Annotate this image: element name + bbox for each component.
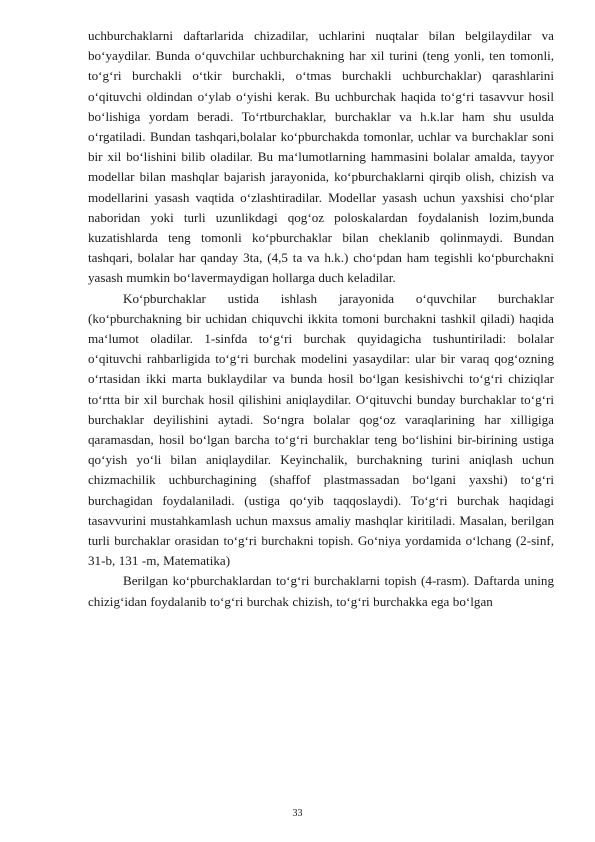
document-page bbox=[88, 26, 554, 612]
paragraph-2: Koʻpburchaklar ustida ishlash jarayonida oʻquvchilar burchaklar (koʻpburchakning bir uchidan chiquvchi ikkita tomoni burchakni tashkil qiladi) haqida maʻlumot oladilar. 1-sinfda toʻgʻri burchak quyidagicha tushuntiriladi: bolalar oʻqituvchi rahbarligida toʻgʻri burchak modelini yasaydilar: ular bir varaq qogʻozning oʻrtasidan ikki marta buklaydilar va bunda hosil boʻlgan kesishivchi toʻgʻri chiziqlar toʻrtta bir xil burchak hosil qilishini aniqlaydilar. Oʻqituvchi bunday burchaklar toʻgʻri burchaklar deyilishini aytadi. Soʻngra bolalar qogʻoz varaqlarining har xilligiga qaramasdan, hosil boʻlgan barcha toʻgʻri burchaklar teng boʻlishini bir-birining ustiga qoʻyish yoʻli bilan aniqlaydilar. Keyinchalik, burchakning turini aniqlash uchun chizmachilik uchburchagining (shaffof plastmassadan boʻlgani yaxshi) toʻgʻri burchagidan foydalaniladi. (ustiga qoʻyib taqqoslaydi). Toʻgʻri burchak haqidagi tasavvurini mustahkamlash uchun maxsus amaliy mashqlar kiritiladi. Masalan, berilgan turli burchaklar orasidan toʻgʻri burchakni topish. Goʻniya yordamida oʻlchang (2-sinf, 31-b, 131 -m, Matematika) bbox=[88, 290, 554, 569]
paragraph-1: uchburchaklarni daftarlarida chizadilar, uchlarini nuqtalar bilan belgilaydilar va boʻyaydilar. Bunda oʻquvchilar uchburchakning har xil turini (teng yonli, ten tomonli, toʻgʻri burchakli oʻtkir burchakli, oʻtmas burchakli uchburchaklar) qarashlarini oʻqituvchi oldindan oʻylab oʻyishi kerak. Bu uchburchak haqida toʻgʻri tasavvur hosil boʻlishiga yordam beradi. Toʻrtburchaklar, burchaklar va h.k.lar ham shu usulda oʻrgatiladi. Bundan tashqari,bolalar koʻpburchakda tomonlar, uchlar va burchaklar soni bir xil boʻlishini bilib oladilar. Bu maʻlumotlarning hammasini bolalar amalda, tayyor modellar bilan mashqlar bajarish jarayonida, koʻpburchaklarni qirqib olish, chizish va modellarini yasash vaqtida oʻzlashtiradilar. Modellar yasash uchun yaxshisi choʻplar naboridan yoki turli uzunlikdagi qogʻoz poloskalardan foydalanish lozim,bunda kuzatishlarda teng tomonli koʻpburchaklar bilan cheklanib qolinmaydi. Bundan tashqari, bolalar har qanday 3ta, (4,5 ta va h.k.) choʻpdan ham tegishli koʻpburchakni yasash mumkin boʻlavermaydigan hollarga duch keladilar. bbox=[88, 28, 554, 286]
page-number: 33 bbox=[292, 808, 303, 819]
paragraph-3: Berilgan koʻpburchaklardan toʻgʻri burchaklarni topish (4-rasm). Daftarda uning chizigʻidan foydalanib toʻgʻri burchak chizish, toʻgʻri burchakka ega boʻlgan bbox=[88, 573, 554, 609]
